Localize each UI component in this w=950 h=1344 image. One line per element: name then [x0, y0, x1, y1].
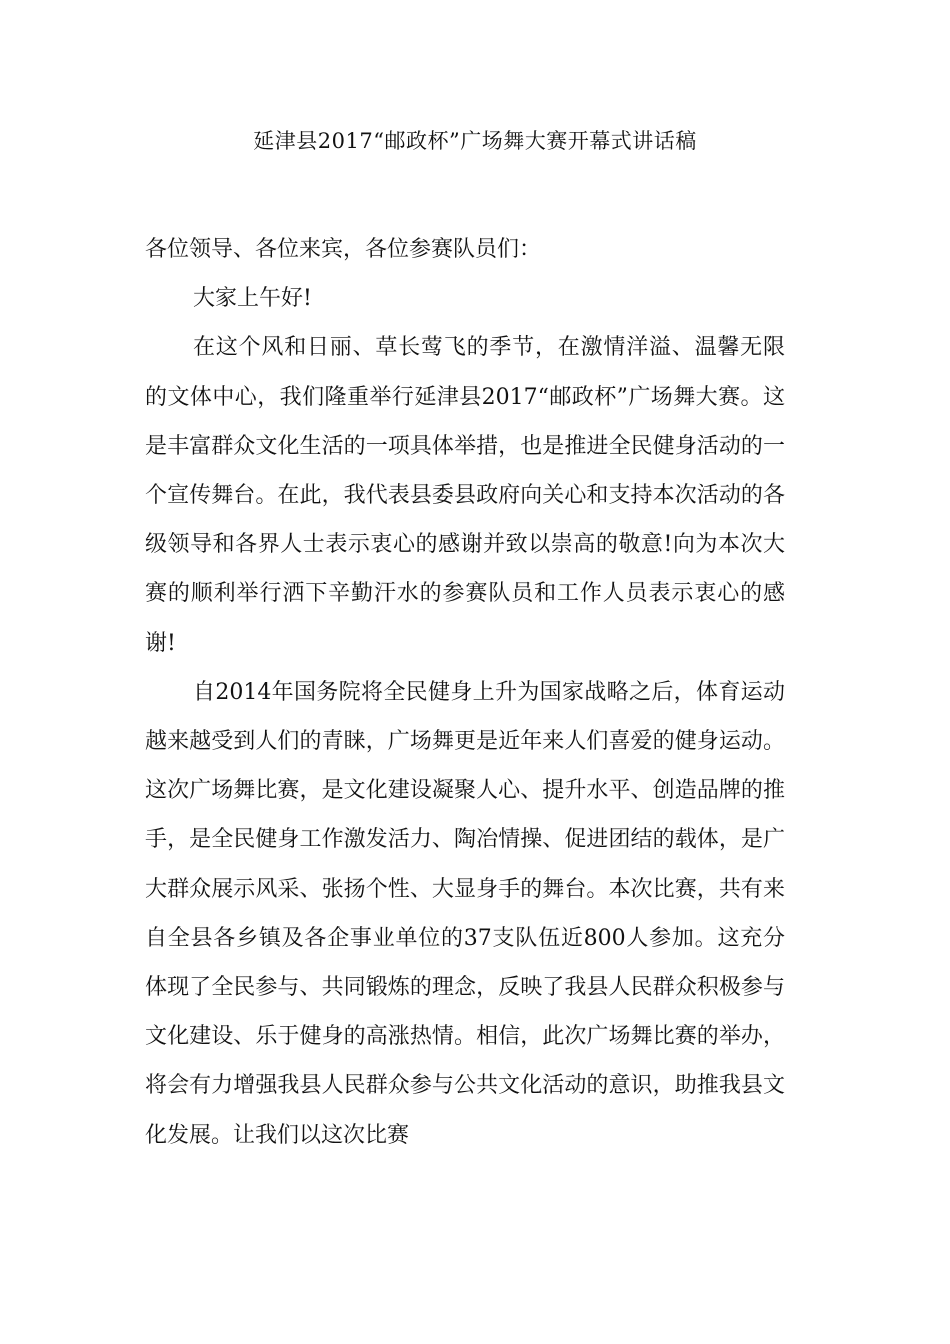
paragraph: 在这个风和日丽、草长莺飞的季节，在激情洋溢、温馨无限的文体中心，我们隆重举行延津县2017“邮政杯”广场舞大赛。这是丰富群众文化生活的一项具体举措，也是推进全民健身活动的一个宣传舞台。在此，我代表县委县政府向关心和支持本次活动的各级领导和各界人士表示衷心的感谢并致以崇高的敬意!向为本次大赛的顺利举行洒下辛勤汗水的参赛队员和工作人员表示衷心的感谢! [145, 335, 785, 656]
salutation: 各位领导、各位来宾，各位参赛队员们： [145, 237, 542, 262]
paragraph: 自2014年国务院将全民健身上升为国家战略之后，体育运动越来越受到人们的青睐，广场舞更是近年来人们喜爱的健身运动。这次广场舞比赛，是文化建设凝聚人心、提升水平、创造品牌的推手，是全民健身工作激发活力、陶冶情操、促进团结的载体，是广大群众展示风采、张扬个性、大显身手的舞台。本次比赛，共有来自全县各乡镇及各企事业单位的37支队伍近800人参加。这充分体现了全民参与、共同锻炼的理念，反映了我县人民群众积极参与文化建设、乐于健身的高涨热情。相信，此次广场舞比赛的举办，将会有力增强我县人民群众参与公共文化活动的意识，助推我县文化发展。让我们以这次比赛 [145, 679, 785, 1148]
greeting: 大家上午好! [193, 286, 312, 312]
document-title: 延津县2017“邮政杯”广场舞大赛开幕式讲话稿 [253, 129, 697, 153]
document-body [145, 225, 785, 1160]
